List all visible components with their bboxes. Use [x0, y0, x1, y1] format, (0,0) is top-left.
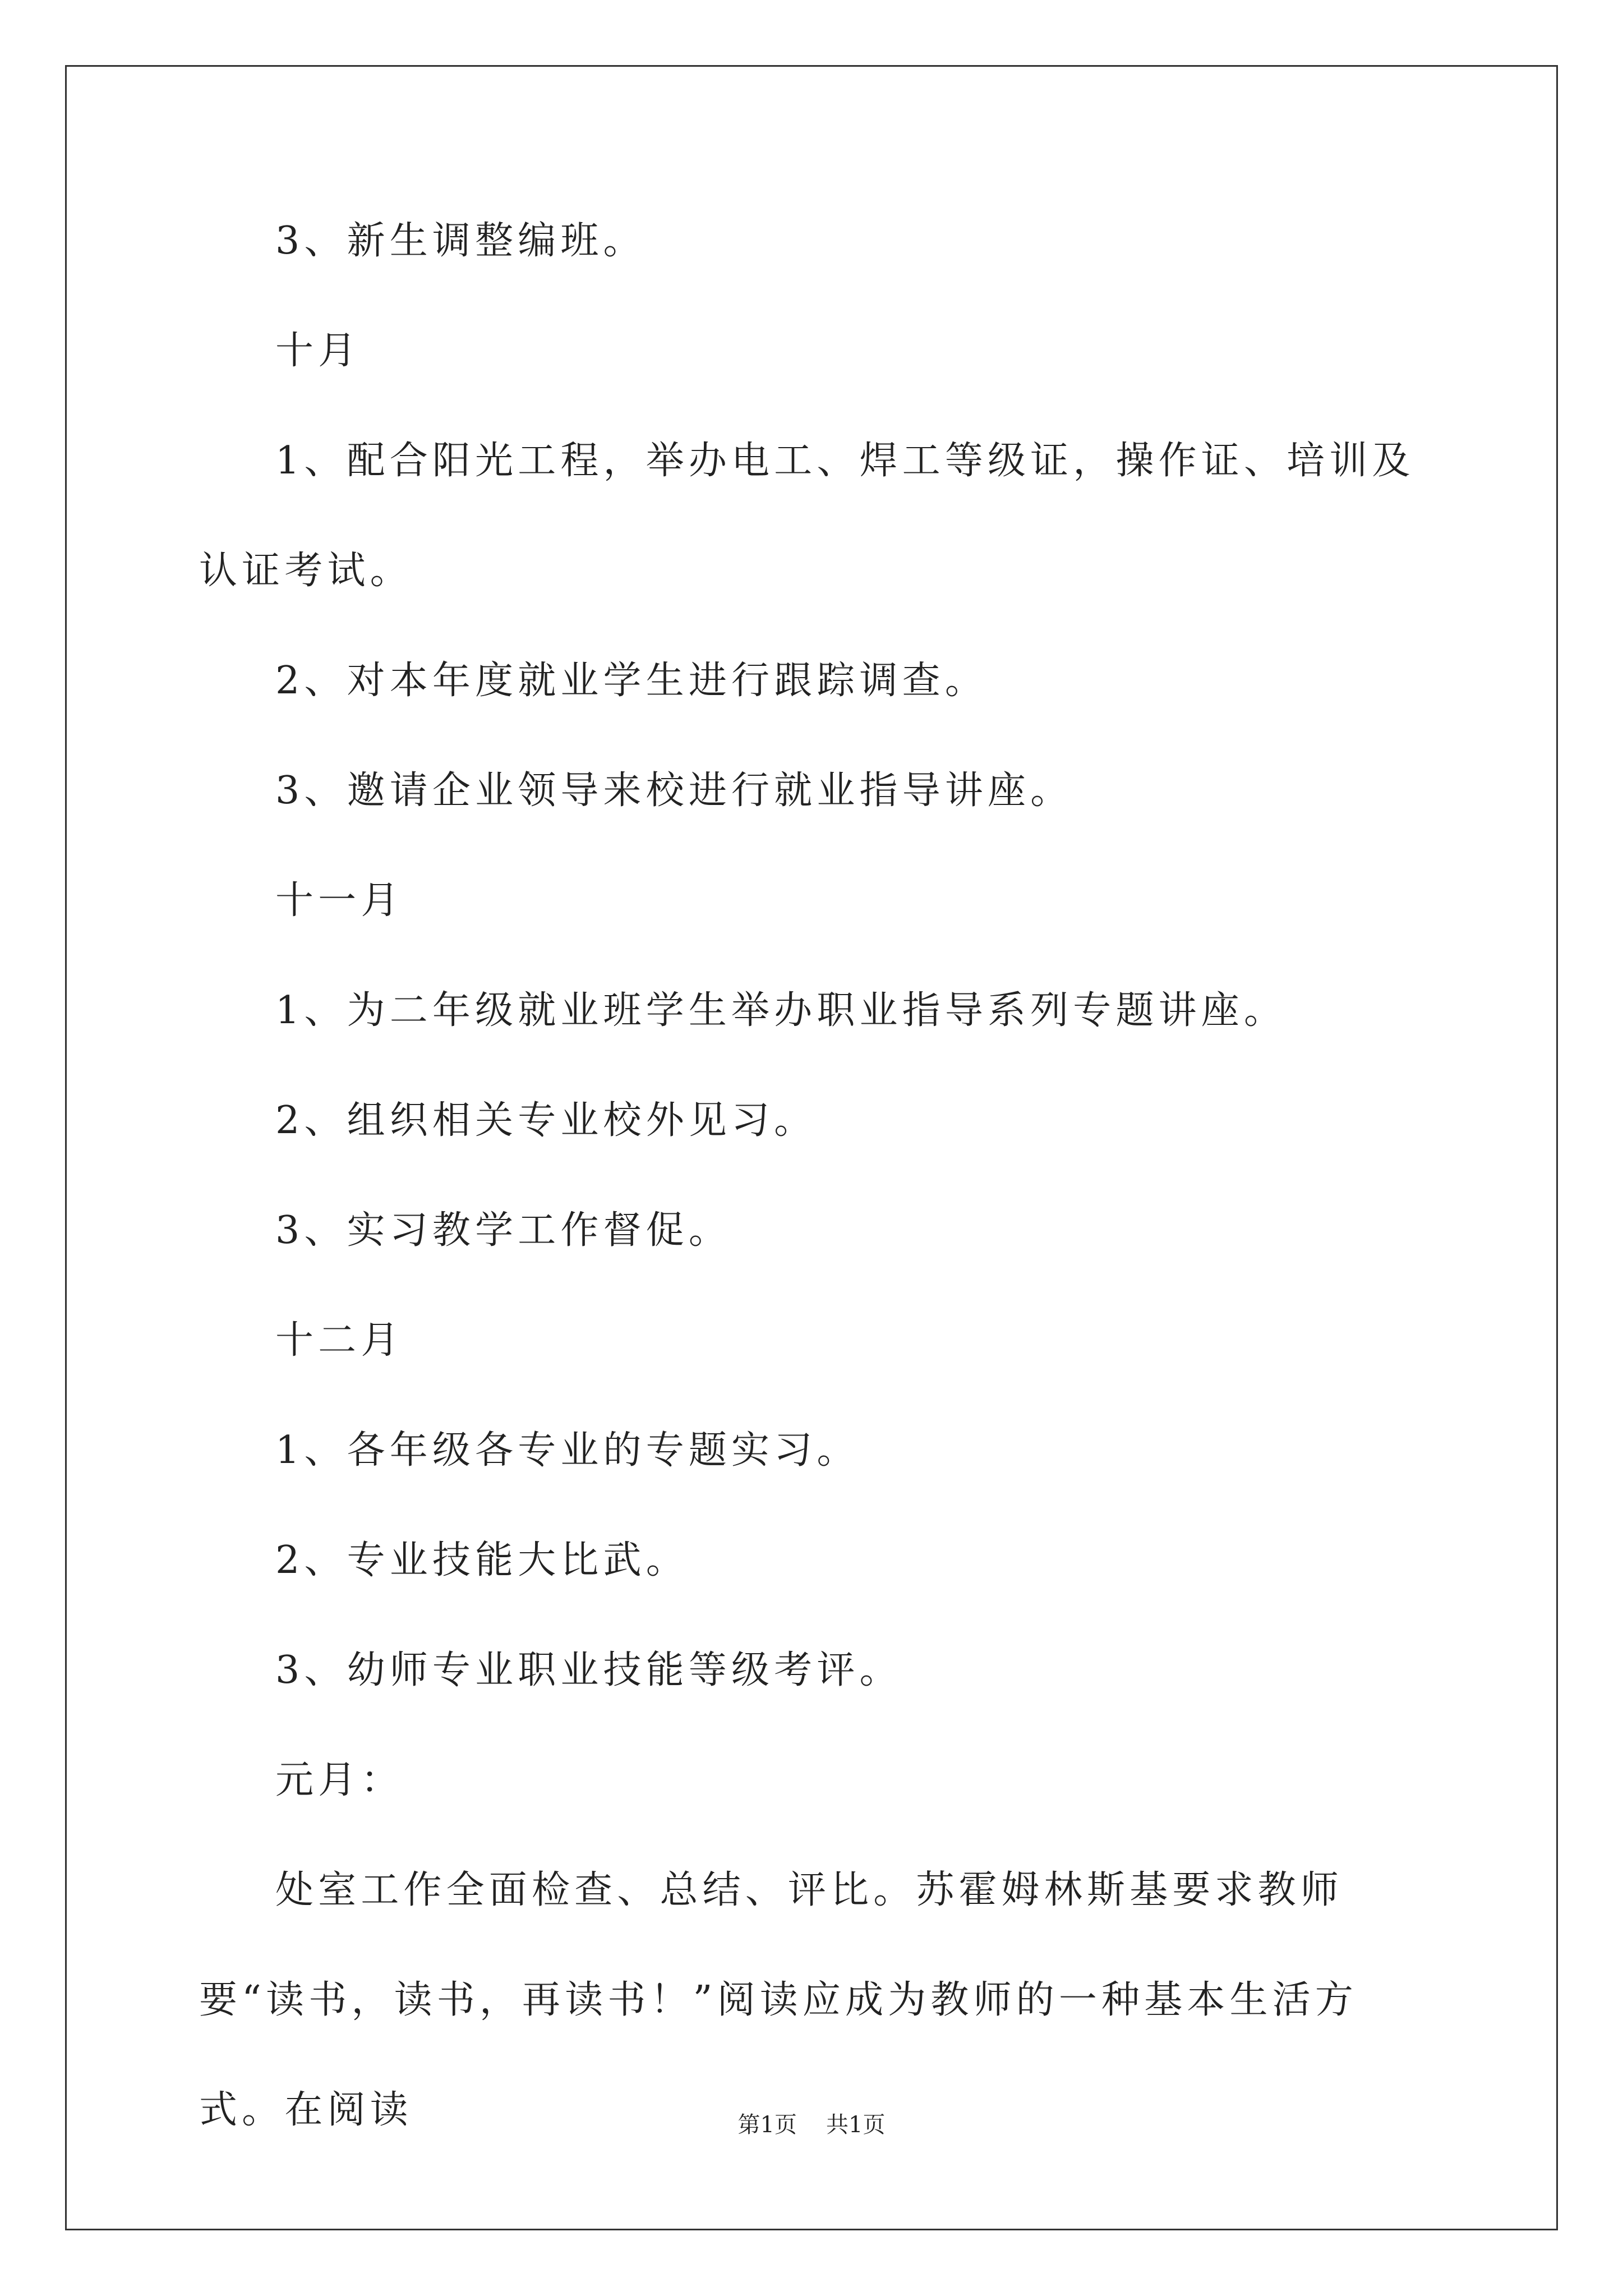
paragraph: 1、各年级各专业的专题实习。 [275, 1428, 860, 1473]
page-footer [0, 2111, 1623, 2139]
paragraph: 2、组织相关专业校外见习。 [275, 1098, 817, 1143]
paragraph: 1、为二年级就业班学生举办职业指导系列专题讲座。 [275, 988, 1287, 1033]
paragraph: 3、实习教学工作督促。 [275, 1208, 732, 1253]
paragraph: 3、幼师专业职业技能等级考评。 [275, 1648, 902, 1692]
page-number: 第1页 [737, 2112, 797, 2138]
section-heading-october: 十月 [275, 329, 361, 373]
paragraph: 3、新生调整编班。 [275, 219, 646, 263]
paragraph: 1、配合阳光工程，举办电工、焊工等级证，操作证、培训及认证考试。 [199, 439, 1415, 593]
paragraph: 2、专业技能大比武。 [275, 1538, 689, 1582]
section-heading-december: 十二月 [275, 1318, 404, 1363]
page-total: 共1页 [826, 2112, 886, 2138]
section-heading-january: 元月： [275, 1758, 404, 1802]
paragraph: 2、对本年度就业学生进行跟踪调查。 [275, 659, 988, 703]
paragraph: 3、邀请企业领导来校进行就业指导讲座。 [275, 769, 1073, 813]
section-heading-november: 十一月 [275, 878, 404, 923]
paragraph: 处室工作全面检查、总结、评比。苏霍姆林斯基要求教师要“读书，读书，再读书！”阅读应成为教师的一种基本生活方式。在阅读 [199, 1868, 1358, 2132]
